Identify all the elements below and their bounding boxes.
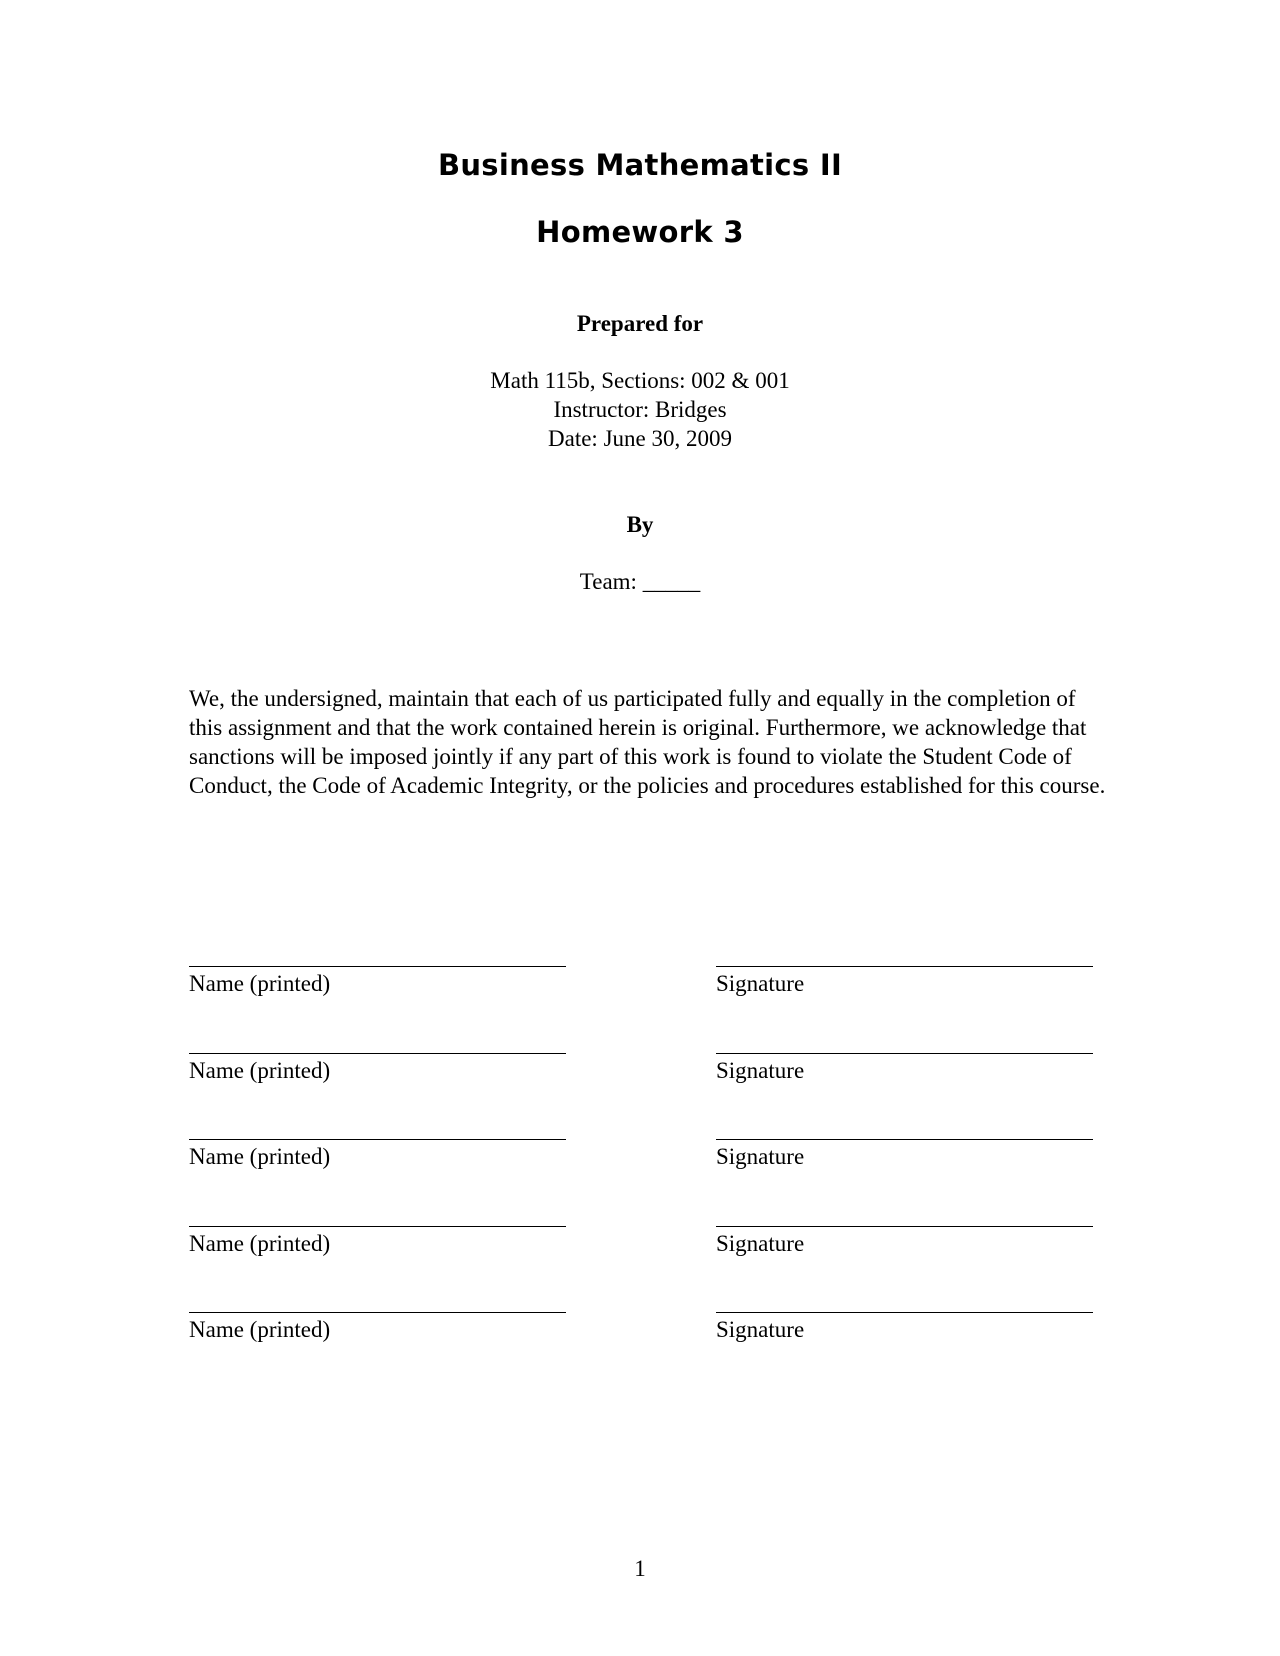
page-number: 1	[634, 1556, 646, 1581]
prepared-for-heading: Prepared for	[576, 311, 704, 336]
signature-row	[189, 1139, 1095, 1209]
instructor-line: Instructor: Bridges	[553, 397, 727, 422]
signature-line	[716, 1053, 1093, 1054]
integrity-statement: We, the undersigned, maintain that each of us participated fully and equally in the completion of this assignment and that the work contained herein is original. Furthermore, we acknowledge that sanctions will be imposed jointly if any part of this work is found to violate the Student Code of Conduct, the Code of Academic Integrity, or the policies and procedures established for this course.	[189, 686, 1106, 798]
signature-line	[716, 1226, 1093, 1227]
name-line	[189, 966, 566, 967]
course-line: Math 115b, Sections: 002 & 001	[490, 368, 790, 393]
by-heading: By	[626, 512, 654, 537]
signature-row	[189, 1226, 1095, 1296]
team-line: Team: _____	[579, 569, 701, 594]
name-line	[189, 1139, 566, 1140]
signature-line	[716, 1139, 1093, 1140]
signature-line	[716, 966, 1093, 967]
signature-label: Signature	[716, 1317, 805, 1342]
signature-label: Signature	[716, 1231, 805, 1256]
name-line	[189, 1226, 566, 1227]
name-printed-label: Name (printed)	[189, 1144, 331, 1169]
signature-label: Signature	[716, 971, 805, 996]
document-title: Business Mathematics II	[437, 148, 843, 182]
name-printed-label: Name (printed)	[189, 1317, 331, 1342]
signature-row	[189, 1312, 1095, 1382]
name-printed-label: Name (printed)	[189, 971, 331, 996]
name-printed-label: Name (printed)	[189, 1058, 331, 1083]
signature-line	[716, 1312, 1093, 1313]
signature-label: Signature	[716, 1144, 805, 1169]
signature-label: Signature	[716, 1058, 805, 1083]
date-line: Date: June 30, 2009	[548, 426, 732, 451]
signature-row	[189, 966, 1095, 1036]
name-printed-label: Name (printed)	[189, 1231, 331, 1256]
name-line	[189, 1312, 566, 1313]
name-line	[189, 1053, 566, 1054]
document-subtitle: Homework 3	[536, 215, 744, 249]
signature-row	[189, 1053, 1095, 1123]
